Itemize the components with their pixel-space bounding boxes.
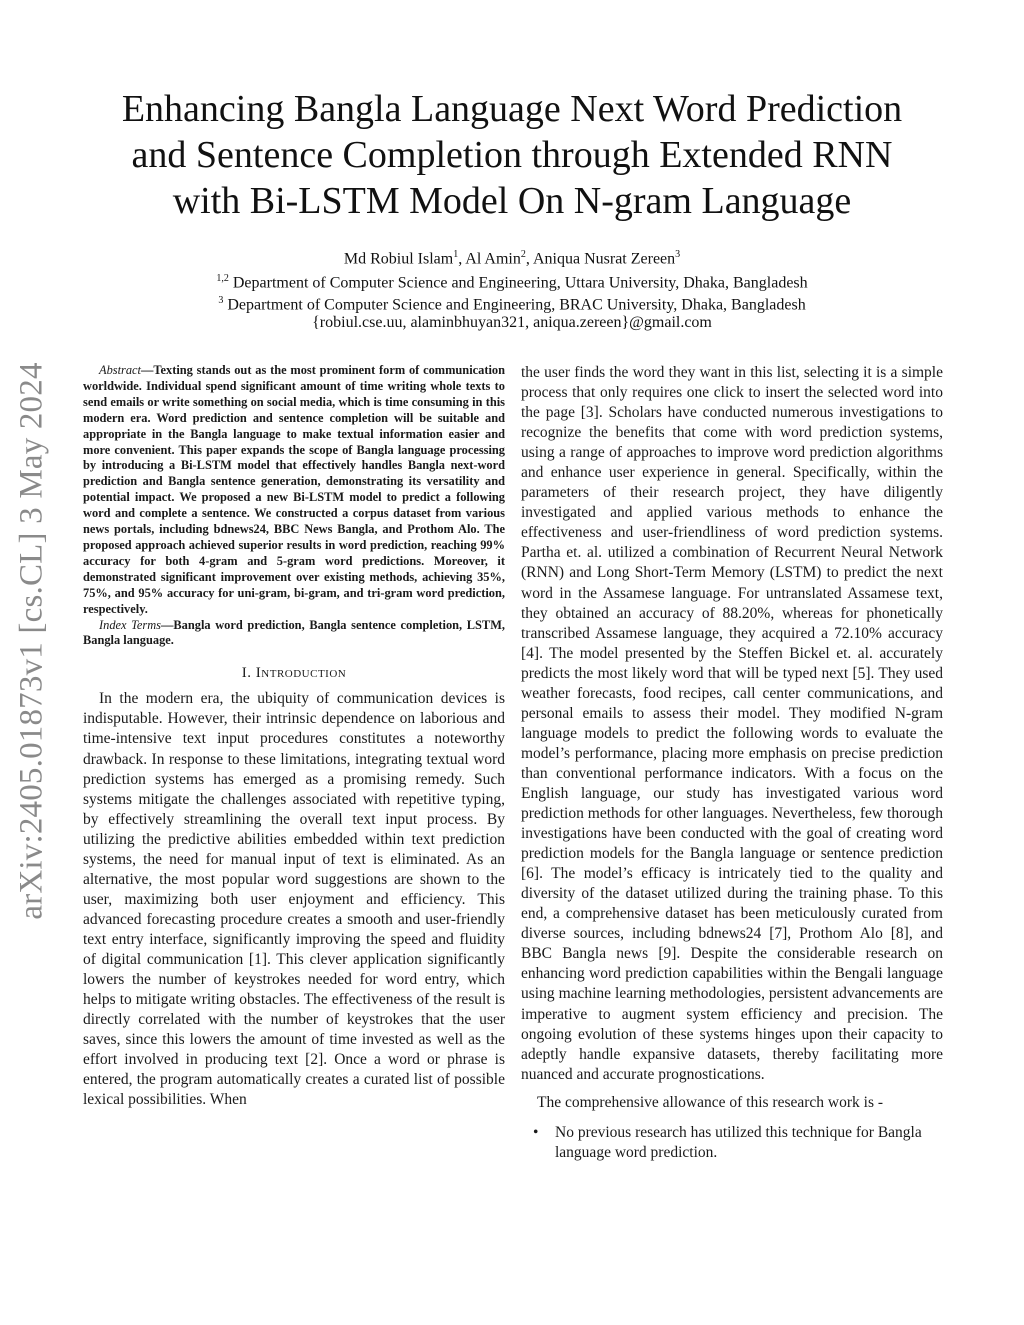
abstract-text: —Texting stands out as the most prominent form of communication worldwide. Individual spend significant amount of time writing whole texts to send emails or write something on social media, which is time consuming in this modern era. Word prediction and sentence completion will be suitable and appropriate in the Bangla language to make textual information easier and more convenient. This paper expands the scope of Bangla language processing by introducing a Bi-LSTM model that effectively handles Bangla next-word prediction and Bangla sentence generation, demonstrating its versatility and potential impact. We proposed a new Bi-LSTM model to predict a following word and complete a sentence. We constructed a corpus dataset from various news portals, including bdnews24, BBC News Bangla, and Prothom Alo. The proposed approach achieved superior results in word prediction, reaching 99% accuracy for both 4-gram and 5-gram word predictions. Moreover, it demonstrated significant improvement over existing methods, achieving 35%, 75%, and 95% accuracy for uni-gram, bi-gram, and tri-gram word prediction, respectively.	[83, 363, 505, 616]
author-2-sup: 2	[520, 249, 526, 260]
title-line-2: and Sentence Completion through Extended RNN	[131, 134, 893, 176]
intro-paragraph-part2: the user finds the word they want in this list, selecting it is a simple process that only requires one click to insert the selected word into the page [3]. Scholars have conducted numerous investigations to recognize the benefits that come with word prediction systems, using a range of approaches to improve word prediction algorithms and enhance user experience in general. Specifically, within the parameters of their research project, they have diligently investigated and applied various methods to enhance the effectiveness and user-friendliness of word prediction systems. Partha et. al. utilized a combination of Recurrent Neural Network (RNN) and Long Short-Term Memory (LSTM) to predict the next word in the Assamese language. For untranslated Assamese text, they obtained an accuracy of 88.20%, whereas for phonetically transcribed Assamese language, they acquired a 72.10% accuracy [4]. The model presented by the Steffen Bickel et. al. accurately predicts the most likely word that will be typed next [5]. They used weather forecasts, food recipes, call center communications, and personal emails to assess their model. They modified N-gram language models to predict the following words to evaluate the model’s performance, placing more emphasis on precise prediction than conventional performance indicators. With a focus on the English language, our study has investigated various word prediction methods for other languages. Nevertheless, few thorough investigations have been conducted with the goal of creating word prediction models for the Bangla language or sentence prediction [6]. The model’s efficacy is intricately tied to the quality and diversity of the dataset utilized during the training phase. To this end, a comprehensive dataset has been meticulously curated from diverse sources, including bdnews24 [7], Prothom Alo [8], and BBC Bangla news [9]. Despite the considerable research on enhancing word prediction capabilities within the Bengali language using machine learning methodologies, persistent advancements are imperative to augment system efficiency and precision. The ongoing evolution of these systems hinges upon their capacity to adeptly handle expansive datasets, thereby facilitating more nuanced and accurate prognostications.	[521, 364, 943, 1083]
section-number: I.	[241, 665, 256, 682]
section-title: Introduction	[255, 665, 347, 682]
contribution-lead: The comprehensive allowance of this research work is -	[537, 1093, 884, 1111]
contribution-item: • No previous research has utilized this technique for Bangla language word prediction.	[555, 1123, 943, 1163]
author-2: , Al Amin	[458, 250, 521, 268]
affiliation-2-text: Department of Computer Science and Engineering, BRAC University, Dhaka, Bangladesh	[223, 296, 806, 314]
index-terms	[83, 618, 505, 650]
author-3: , Aniqua Nusrat Zereen	[525, 250, 676, 268]
index-terms-label: Index Terms	[99, 617, 162, 632]
affiliation-1-sup: 1,2	[216, 273, 229, 284]
title-line-1: Enhancing Bangla Language Next Word Prediction	[121, 88, 903, 130]
author-1-sup: 1	[453, 249, 459, 260]
author-list	[0, 244, 1024, 270]
right-column	[521, 363, 943, 1163]
author-3-sup: 3	[675, 249, 681, 260]
affiliation-1-text: Department of Computer Science and Engineering, Uttara University, Dhaka, Bangladesh	[228, 274, 808, 292]
title-line-3: with Bi-LSTM Model On N-gram Language	[172, 180, 852, 222]
affiliation-2-sup: 3	[218, 295, 224, 306]
paper-title	[60, 86, 964, 224]
author-emails: {robiul.cse.uu, alaminbhuyan321, aniqua.zereen}@gmail.com	[312, 314, 712, 331]
left-column	[83, 363, 505, 1110]
arxiv-identifier	[8, 352, 56, 930]
section-heading-introduction	[83, 663, 505, 683]
abstract-label: Abstract	[99, 363, 141, 377]
contribution-list	[521, 1123, 943, 1163]
intro-paragraph-part1: In the modern era, the ubiquity of communication devices is indisputable. However, their intrinsic dependence on laborious and time-intensive text input procedures constitutes a noteworthy drawback. In response to these limitations, integrating textual word prediction systems has emerged as a promising remedy. Such systems mitigate the challenges associated with repetitive typing, by effectively streamlining the overall text input process. By utilizing the predictive abilities embedded within text prediction systems, the need for manual input of text is eliminated. As an alternative, the most popular word suggestions are shown to the user, maximizing both user enjoyment and efficiency. This advanced forecasting procedure creates a smooth and user-friendly text entry interface, significantly improving the speed and fluidity of digital communication [1]. This clever application significantly lowers the number of keystrokes needed for word entry, which helps to mitigate writing obstacles. The effectiveness of the result is directly correlated with the number of keystrokes that the user saves, since this lowers the amount of time invested as well as the effort involved in producing text [2]. Once a word or phrase is entered, the program automatically creates a curated list of possible lexical possibilities. When	[83, 690, 505, 1109]
arxiv-id-text: arXiv:2405.01873v1 [cs.CL] 3 May 2024	[13, 362, 50, 920]
index-terms-text: —Bangla word prediction, Bangla sentence completion, LSTM, Bangla language.	[83, 617, 505, 648]
author-1: Md Robiul Islam	[343, 250, 454, 268]
abstract	[83, 363, 505, 618]
